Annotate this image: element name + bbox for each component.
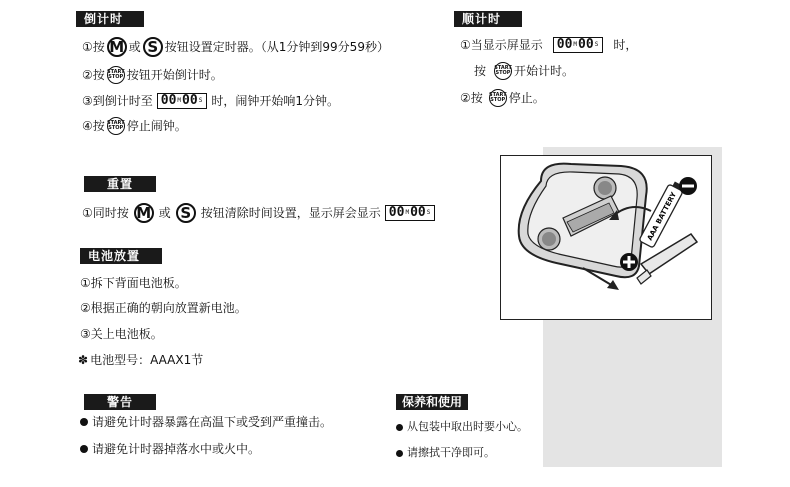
warning-item: [80, 413, 332, 431]
step-text: ②按: [82, 68, 105, 82]
start-stop-label: START: [494, 65, 512, 71]
lcd-digits: 00: [182, 93, 198, 108]
bullet-icon: [396, 450, 403, 457]
step-text: 或: [128, 40, 141, 54]
battery-item: ①拆下背面电池板。: [80, 276, 187, 290]
step-text: 按钮设置定时器。（从1分钟到99分59秒）: [164, 40, 389, 54]
care-header: 保养和使用: [396, 394, 468, 410]
step-text: 按: [474, 64, 487, 78]
battery-diagram: [501, 156, 712, 320]
warning-text: 请避免计时器掉落水中或火中。: [92, 442, 261, 456]
bullet-icon: [396, 424, 403, 431]
battery-type-label: 电池型号：AAAX1节: [90, 353, 204, 367]
care-item: [396, 444, 495, 462]
lcd-unit: M: [405, 209, 410, 216]
bullet-icon: [80, 445, 88, 453]
lcd-unit: S: [426, 209, 431, 216]
step-text: ①同时按: [82, 206, 129, 220]
countdown-step-1: [82, 38, 389, 56]
battery-label: AAA BATTERY: [645, 190, 678, 242]
step-text: 按钮开始倒计时。: [126, 68, 223, 82]
battery-item: ③关上电池板。: [80, 327, 163, 341]
countup-step-1: [460, 36, 637, 54]
countdown-step-3: [82, 92, 339, 110]
start-stop-label: STOP: [490, 97, 506, 103]
countup-step-1b: [474, 62, 574, 80]
start-stop-label: STOP: [108, 125, 124, 131]
s-button-icon: S: [143, 37, 163, 57]
start-stop-label: START: [489, 92, 507, 98]
lcd-digits: 00: [160, 93, 177, 108]
step-text: ②按: [460, 91, 483, 105]
countup-header: 顺计时: [454, 11, 522, 27]
lcd-display-icon: [385, 205, 436, 221]
lcd-unit: S: [198, 97, 203, 104]
countdown-step-4: [82, 117, 187, 135]
countdown-header: 倒计时: [76, 11, 144, 27]
start-stop-icon: [107, 66, 125, 84]
step-text: 时，闹钟开始响1分钟。: [211, 94, 339, 108]
step-text: 停止。: [508, 91, 545, 105]
lcd-unit: S: [594, 41, 599, 48]
step-text: ③到倒计时至: [82, 94, 153, 108]
start-stop-icon: [107, 117, 125, 135]
care-text: 请擦拭干净即可。: [407, 446, 495, 459]
step-text: 或: [158, 206, 171, 220]
battery-illustration: [500, 155, 712, 320]
step-text: 时，: [613, 38, 638, 52]
battery-item: ②根据正确的朝向放置新电池。: [80, 301, 247, 315]
step-text: ①按: [82, 40, 105, 54]
start-stop-label: STOP: [495, 70, 511, 76]
warning-header: 警告: [84, 394, 156, 410]
start-stop-label: START: [107, 69, 125, 75]
step-text: 停止闹钟。: [126, 119, 187, 133]
battery-header: 电池放置: [80, 248, 162, 264]
m-button-icon: M: [107, 37, 127, 57]
asterisk-icon: ✽: [78, 353, 89, 367]
s-button-icon: S: [176, 203, 196, 223]
step-text: 按钮清除时间设置，显示屏会显示: [200, 206, 381, 220]
care-text: 从包装中取出时要小心。: [407, 420, 528, 433]
lcd-display-icon: [553, 37, 604, 53]
lcd-digits: 00: [556, 37, 573, 52]
lcd-digits: 00: [388, 205, 405, 220]
countup-step-2: [460, 89, 545, 107]
start-stop-label: STOP: [108, 74, 124, 80]
lcd-digits: 00: [578, 37, 594, 52]
lcd-unit: M: [177, 97, 182, 104]
lcd-display-icon: [157, 93, 208, 109]
care-item: [396, 418, 528, 436]
start-stop-label: START: [107, 120, 125, 126]
warning-text: 请避免计时器暴露在高温下或受到严重撞击。: [92, 415, 333, 429]
lcd-digits: 00: [410, 205, 426, 220]
bullet-icon: [80, 418, 88, 426]
start-stop-icon: [494, 62, 512, 80]
step-text: 开始计时。: [514, 64, 575, 78]
reset-line: [82, 204, 439, 222]
reset-header: 重置: [84, 176, 156, 192]
countdown-step-2: [82, 66, 223, 84]
step-text: ④按: [82, 119, 105, 133]
warning-item: [80, 440, 260, 458]
start-stop-icon: [489, 89, 507, 107]
m-button-icon: M: [134, 203, 154, 223]
lcd-unit: M: [573, 41, 578, 48]
battery-type: [78, 351, 203, 369]
step-text: ①当显示屏显示: [460, 38, 543, 52]
